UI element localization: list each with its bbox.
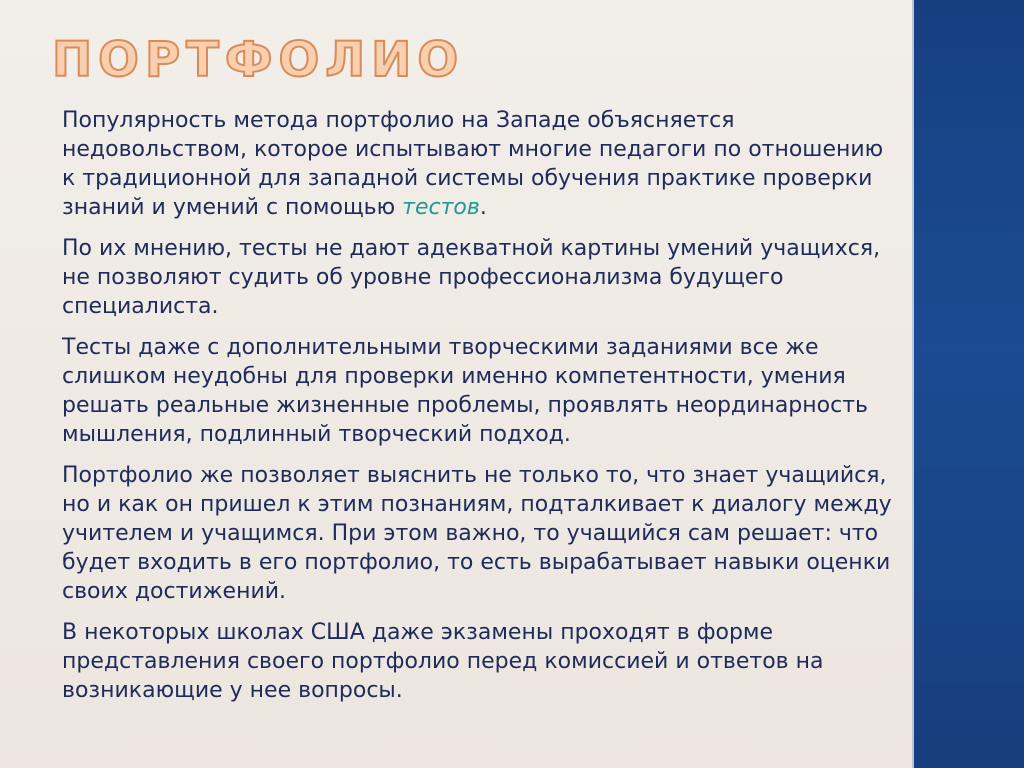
slide-content <box>62 106 897 717</box>
paragraph-1-suffix: . <box>479 195 487 220</box>
slide-title: ПОРТФОЛИО <box>52 32 465 88</box>
paragraph-3: Тесты даже с дополнительными творческими заданиями все же слишком неудобны для проверки именно компетентности, умения решать реальные жизненные проблемы, проявлять неординарность мышления, подлинный творческий подход. <box>62 335 868 447</box>
paragraph-4: Портфолио же позволяет выяснить не только то, что знает учащийся, но и как он пришел к этим познаниям, подталкивает к диалогу между учителем и учащимся. При этом важно, то учащийся сам решает: что будет входить в его портфолио, то есть вырабатывает навыки оценки своих достижений. <box>62 463 892 604</box>
paragraph-1 <box>62 106 897 222</box>
tests-highlight: тестов <box>402 195 480 220</box>
right-decorative-band <box>912 0 1024 768</box>
paragraph-2: По их мнению, тесты не дают адекватной картины умений учащихся, не позволяют судить об уровне профессионализма будущего специалиста. <box>62 236 881 319</box>
paragraph-1-text: Популярность метода портфолио на Западе объясняется недовольством, которое испытывают многие педагоги по отношению к традиционной для западной системы обучения практике проверки знаний и умений с помощью <box>62 108 884 220</box>
paragraph-5: В некоторых школах США даже экзамены проходят в форме представления своего портфолио перед комиссией и ответов на возникающие у нее вопросы. <box>62 620 824 703</box>
